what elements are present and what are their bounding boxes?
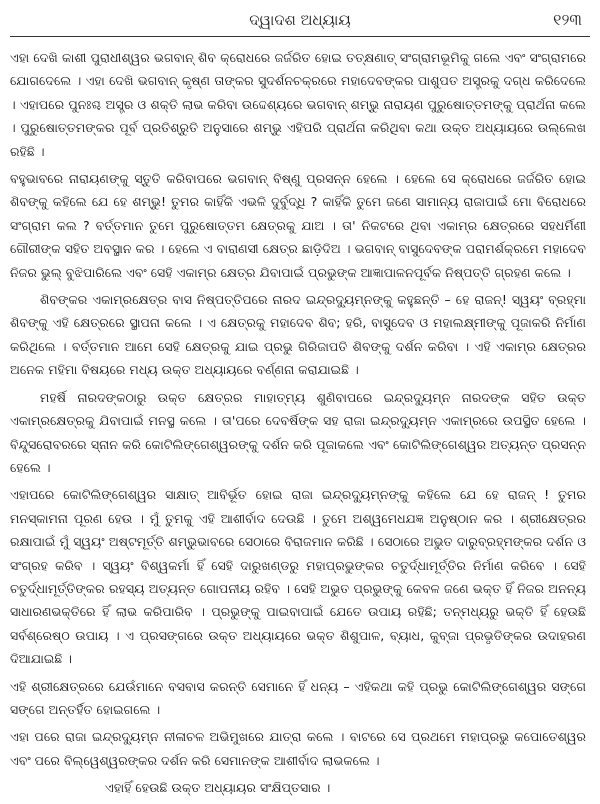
document-body <box>10 46 586 804</box>
paragraph: ଏହି ଶ୍ରୀକ୍ଷେତ୍ରରେ ଯେଉଁମାନେ ବସବାସ କରନ୍ତି ସେମାନେ ହିଁ ଧନ୍ୟ – ଏହିକଥା କହି ପ୍ରଭୁ କୋଟିଲିଙ୍ଗେଶ୍ୱର ସଙ୍ଗେ ସଙ୍ଗେ ଅନ୍ତର୍ହିତ ହୋଇଗଲେ । <box>10 678 586 717</box>
paragraph: ଏହାପରେ କୋଟିଲିଙ୍ଗେଶ୍ୱର ସାକ୍ଷାତ୍ ଆବିର୍ଭୂତ ହୋଇ ରାଜା ଇନ୍ଦ୍ରଦ୍ୟୁମ୍ନଙ୍କୁ କହିଲେ ଯେ ହେ ରାଜନ୍ ! ତୁମର ମନସ୍କାମନା ପୂରଣ ହେଉ । ମୁଁ ତୁମକୁ ଏହି ଆଶୀର୍ବାଦ ଦେଉଛି । ତୁମେ ଅଶ୍ୱମେଧଯଜ୍ଞ ଅନୁଷ୍ଠାନ କର । ଶ୍ରୀକ୍ଷେତ୍ରର ରକ୍ଷାପାଇଁ ମୁଁ ସ୍ୱୟଂ ଅଷ୍ଟମୂର୍ତ୍ତି ଶମ୍ଭୁଭାବରେ ସେଠାରେ ବିରାଜମାନ କରିଛି । ସେଠାରେ ଅଭୁତ ଦାରୁବ୍ରହ୍ମଙ୍କର ଦର୍ଶନ ଓ ସଂଗ୍ରହ କରିବ । ସ୍ୱୟଂ ବିଶ୍ୱକର୍ମା ହିଁ ସେହି ଦାରୁଖଣ୍ଡରୁ ମହାପ୍ରଭୁଙ୍କର ଚତୁର୍ଦ୍ଧାମୂର୍ତ୍ତିର ନିର୍ମାଣ କରିବେ । ସେହି ଚତୁର୍ଦ୍ଧାମୂର୍ତ୍ତିଙ୍କର ରହସ୍ୟ ଅତ୍ୟନ୍ତ ଗୋପନୀୟ ରହିବ । ସେହି ଅଭୁତ ପ୍ରଭୁଙ୍କୁ କେବଳ ଜଣେ ଭକ୍ତ ହିଁ ନିଜର ଅନନ୍ୟ ସାଧାରଣଭକ୍ତିରେ ହିଁ ଲାଭ କରିପାରିବ । ପ୍ରଭୁଙ୍କୁ ପାଇବାପାଇଁ ଯେତେ ଉପାୟ ରହିଛି; ତନ୍ମଧ୍ୟରୁ ଭକ୍ତି ହିଁ ହେଉଛି ସର୍ବଶ୍ରେଷ୍ଠ ଉପାୟ । ଏ ପ୍ରସଙ୍ଗରେ ଉକ୍ତ ଅଧ୍ୟାୟରେ ଭକ୍ତ ଶିଶୁପାଳ, ବ୍ୟାଧ, କୁବ୍ଜା ପ୍ରଭୃତିଙ୍କର ଉଦାହରଣ ଦିଆଯାଇଛି । <box>10 487 586 667</box>
page-header <box>10 8 590 34</box>
paragraph: ବହୁଭାବରେ ନାରାୟଣଙ୍କୁ ସ୍ତୁତି କରିବାପରେ ଭଗବାନ୍ ବିଷ୍ଣୁ ପ୍ରସନ୍ନ ହେଲେ । ହେଲେ ସେ କ୍ରୋଧରେ ଜର୍ଜରିତ ହୋଇ ଶିବଙ୍କୁ କହିଲେ ଯେ ହେ ଶମ୍ଭୁ! ତୁମର କାହିଁକି ଏଭଳି ଦୁର୍ବୁଦ୍ଧି ? କାହିଁକି ତୁମେ ଜଣେ ସାମାନ୍ୟ ରାଜାପାଇଁ ମୋ ବିରୋଧରେ ସଂଗ୍ରାମ କଲ ? ବର୍ତ୍ତମାନ ତୁମେ ପୁରୁଷୋତ୍ତମ କ୍ଷେତ୍ରକୁ ଯାଅ । ତା' ନିକଟରେ ଥିବା ଏକାମ୍ର କ୍ଷେତ୍ରରେ ସହଧର୍ମିଣୀ ଗୌରୀଙ୍କ ସହିତ ଅବସ୍ଥାନ କର । ହେଲେ ଏ ବାରାଣସୀ କ୍ଷେତ୍ର ଛାଡ଼ିଦିଅ । ଭଗବାନ୍ ବାସୁଦେବଙ୍କ ପରାମର୍ଶକ୍ରମେ ମହାଦେବ ନିଜର ଭୁଲ୍ ବୁଝିପାରିଲେ ଏବଂ ସେହି ଏକାମ୍ର କ୍ଷେତ୍ର ଯିବାପାଇଁ ପ୍ରଭୁଙ୍କ ଆଜ୍ଞାପାଳନପୂର୍ବକ ନିଷ୍ପତ୍ତି ଗ୍ରହଣ କଲେ । <box>10 171 586 280</box>
page-number: ୧୨୩ <box>553 10 582 29</box>
summary-line: ଏହାହିଁ ହେଉଛି ଉକ୍ତ ଅଧ୍ୟାୟର ସଂକ୍ଷିପ୍ତସାର । <box>105 780 331 796</box>
header-divider <box>10 36 590 37</box>
paragraph: ଏହା ପରେ ରାଜା ଇନ୍ଦ୍ରଦ୍ୟୁମ୍ନ ନୀଳାଚଳ ଅଭିମୁଖରେ ଯାତ୍ରା କଲେ । ବାଟରେ ସେ ପ୍ରଥମେ ମହାପ୍ରଭୁ କପୋତେଶ୍ୱର ଏବଂ ପରେ ବିଲ୍ୱେଶ୍ୱରଙ୍କର ଦର୍ଶନ କରି ସେମାନଙ୍କ ଆଶୀର୍ବାଦ ଲାଭକଲେ । <box>10 729 586 768</box>
paragraph: ଏହା ଦେଖି କାଶୀ ପୁରାଧୀଶ୍ୱର ଭଗବାନ୍ ଶିବ କ୍ରୋଧରେ ଜର୍ଜରିତ ହୋଇ ତତ୍‌କ୍ଷଣାତ୍ ସଂଗ୍ରାମଭୂମିକୁ ଗଲେ ଏବଂ ସଂଗ୍ରାମରେ ଯୋଗଦେଲେ । ଏହା ଦେଖି ଭଗବାନ୍ କୃଷ୍ଣ ତାଙ୍କର ସୁଦର୍ଶନଚକ୍ରରେ ମହାଦେବଙ୍କର ପାଶୁପତ ଅସ୍ତ୍ରକୁ ଦଗ୍ଧ କରିଦେଲେ । ଏହାପରେ ପୁନଃଶ୍ଚ ଅସ୍ତ୍ର ଓ ଶକ୍ତି ଲାଭ କରିବା ଉଦ୍ଦେଶ୍ୟରେ ଭଗବାନ୍ ଶମ୍ଭୁ ନାରାୟଣ ପୁରୁଷୋତ୍ତମଙ୍କୁ ପ୍ରାର୍ଥନା କଲେ । ପୁରୁଷୋତ୍ତମଙ୍କର ପୂର୍ବ ପ୍ରତିଶ୍ରୁତି ଅନୁସାରେ ଶମ୍ଭୁ ଏହିପରି ପ୍ରାର୍ଥନା କରିଥିବା କଥା ଉକ୍ତ ଅଧ୍ୟାୟରେ ଉଲ୍ଲେଖ ରହିଛି । <box>10 50 586 159</box>
chapter-title: ଦ୍ୱାଦଶ ଅଧ୍ୟାୟ <box>249 11 351 29</box>
paragraph: ମହର୍ଷି ନାରଦଙ୍କଠାରୁ ଉକ୍ତ କ୍ଷେତ୍ରର ମାହାତ୍ମ୍ୟ ଶୁଣିବାପରେ ଇନ୍ଦ୍ରଦ୍ୟୁମ୍ନ ନାରଦଙ୍କ ସହିତ ଉକ୍ତ ଏକାମ୍ରକ୍ଷେତ୍ରକୁ ଯିବାପାଇଁ ମନସ୍ଥ କଲେ । ତା'ପରେ ଦେବର୍ଷିଙ୍କ ସହ ରାଜା ଇନ୍ଦ୍ରଦ୍ୟୁମ୍ନ ଏକାମ୍ରରେ ଉପସ୍ଥିତ ହେଲେ । ବିନ୍ଦୁସରୋବରରେ ସ୍ନାନ କରି କୋଟିଲିଙ୍ଗେଶ୍ୱରଙ୍କୁ ଦର୍ଶନ କରି ପୂଜାକଲେ ଏବଂ କୋଟିଲିଙ୍ଗେଶ୍ୱର ଅତ୍ୟନ୍ତ ପ୍ରସନ୍ନ ହେଲେ । <box>10 389 586 475</box>
paragraph: ଶିବଙ୍କର ଏକାମ୍ରକ୍ଷେତ୍ର ବାସ ନିଷ୍ପତ୍ତିପରେ ନାରଦ ଇନ୍ଦ୍ରଦ୍ୟୁମ୍ନଙ୍କୁ କହୁଛନ୍ତି – ହେ ରାଜନ୍! ସ୍ୱୟଂ ବ୍ରହ୍ମା ଶିବଙ୍କୁ ଏହି କ୍ଷେତ୍ରରେ ସ୍ଥାପନା କଲେ । ଏ କ୍ଷେତ୍ରକୁ ମହାଦେବ ଶିବ; ହରି, ବାସୁଦେବ ଓ ମହାଲକ୍ଷ୍ମୀଙ୍କୁ ପୂଜାକରି ନିର୍ମାଣ କରିଥିଲେ । ବର୍ତ୍ତମାନ ଆମେ ସେହି କ୍ଷେତ୍ରକୁ ଯାଇ ପ୍ରଭୁ ଗିରିଜାପତି ଶିବଙ୍କୁ ଦର୍ଶନ କରିବା । ଏହି ଏକାମ୍ର କ୍ଷେତ୍ରର ଅନେକ ମହିମା ବିଷୟରେ ମଧ୍ୟ ଉକ୍ତ ଅଧ୍ୟାୟରେ ବର୍ଣ୍ଣନା କରାଯାଇଛି । <box>10 292 586 378</box>
